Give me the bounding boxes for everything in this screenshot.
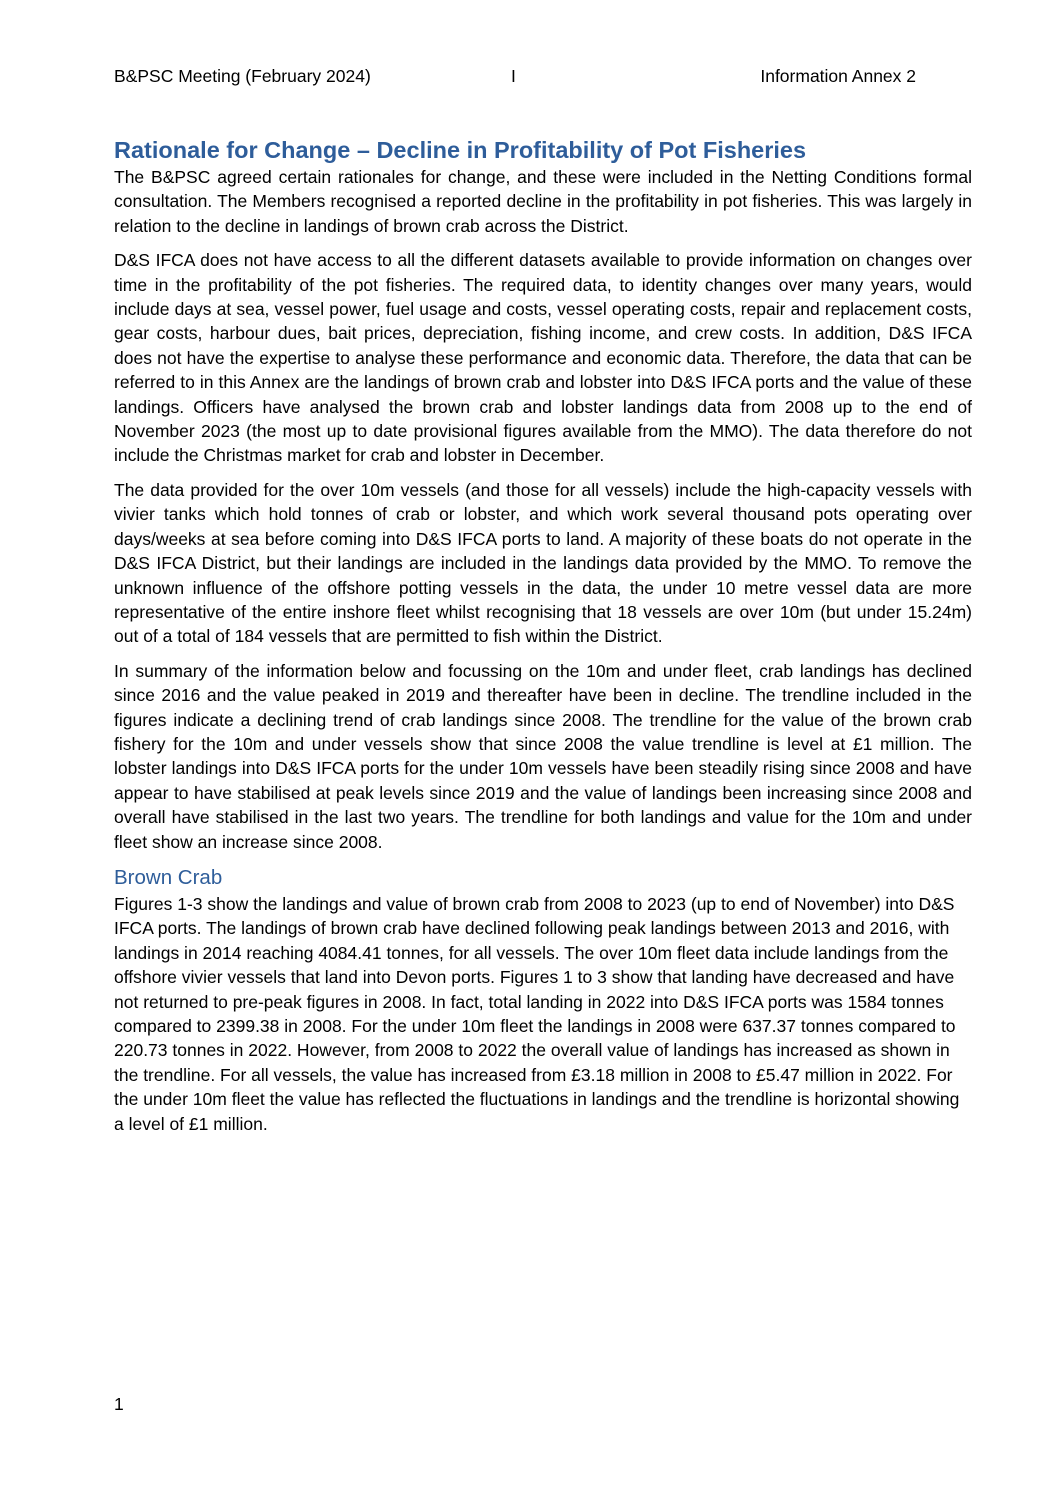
page-header — [114, 64, 916, 88]
paragraph-datasets: D&S IFCA does not have access to all the different datasets available to provide information on changes over time in the profitability of the pot fisheries. The required data, to identity changes over many years, would include days at sea, vessel power, fuel usage and costs, vessel operating costs, repair and replacement costs, gear costs, harbour dues, bait prices, depreciation, fishing income, and crew costs. In addition, D&S IFCA does not have the expertise to analyse these performance and economic data. Therefore, the data that can be referred to in this Annex are the landings of brown crab and lobster into D&S IFCA ports and the value of these landings. Officers have analysed the brown crab and lobster landings data from 2008 up to the end of November 2023 (the most up to date provisional figures available from the MMO). The data therefore do not include the Christmas market for crab and lobster in December. — [114, 250, 972, 466]
header-meeting-title: B&PSC Meeting (February 2024) — [114, 66, 371, 86]
page-body — [114, 135, 972, 1146]
subsection-title: Brown Crab — [114, 865, 223, 889]
section-title: Rationale for Change – Decline in Profitability of Pot Fisheries — [114, 137, 807, 163]
paragraph-summary: In summary of the information below and focussing on the 10m and under fleet, crab landings has declined since 2016 and the value peaked in 2019 and thereafter have been in decline. The trendline included in the figures indicate a declining trend of crab landings since 2008. The trendline for the value of the brown crab fishery for the 10m and under vessels show that since 2008 the value trendline is level at £1 million. The lobster landings into D&S IFCA ports for the under 10m vessels have been steadily rising since 2008 and have appear to have stabilised at peak levels since 2019 and the value of landings been increasing since 2008 and overall have stabilised in the last two years. The trendline for both landings and value for the 10m and under fleet show an increase since 2008. — [114, 660, 972, 852]
paragraph-vessel-data: The data provided for the over 10m vessels (and those for all vessels) include the high-capacity vessels with vivier tanks which hold tonnes of crab or lobster, and which work several thousand pots operating over days/weeks at sea before coming into D&S IFCA ports to land. A majority of these boats do not operate in the D&S IFCA District, but their landings are included in the landings data provided by the MMO. To remove the unknown influence of the offshore potting vessels in the data, the under 10 metre vessel data are more representative of the entire inshore fleet whilst recognising that 18 vessels are over 10m (but under 15.24m) out of a total of 184 vessels that are permitted to fish within the District. — [114, 479, 972, 647]
header-annex-label: Information Annex 2 — [760, 66, 916, 86]
page-number: 1 — [114, 1394, 124, 1414]
paragraph-brown-crab: Figures 1-3 show the landings and value of brown crab from 2008 to 2023 (up to end of November) into D&S IFCA ports. The landings of brown crab have declined following peak landings between 2013 and 2016, with landings in 2014 reaching 4084.41 tonnes, for all vessels. The over 10m fleet data include landings from the offshore vivier vessels that land into Devon ports. Figures 1 to 3 show that landing have decreased and have not returned to pre-peak figures in 2008. In fact, total landing in 2022 into D&S IFCA ports was 1584 tonnes compared to 2399.38 in 2008. For the under 10m fleet the landings in 2008 were 637.37 tonnes compared to 220.73 tonnes in 2022. However, from 2008 to 2022 the overall value of landings has increased as shown in the trendline. For all vessels, the value has increased from £3.18 million in 2008 to £5.47 million in 2022. For the under 10m fleet the value has reflected the fluctuations in landings and the trendline is horizontal showing a level of £1 million. — [114, 893, 960, 1134]
paragraph-rationale: The B&PSC agreed certain rationales for change, and these were included in the Netting Conditions formal consultation. The Members recognised a reported decline in the profitability in pot fisheries. This was largely in relation to the decline in landings of brown crab across the District. — [114, 167, 972, 236]
header-separator: I — [511, 66, 516, 86]
